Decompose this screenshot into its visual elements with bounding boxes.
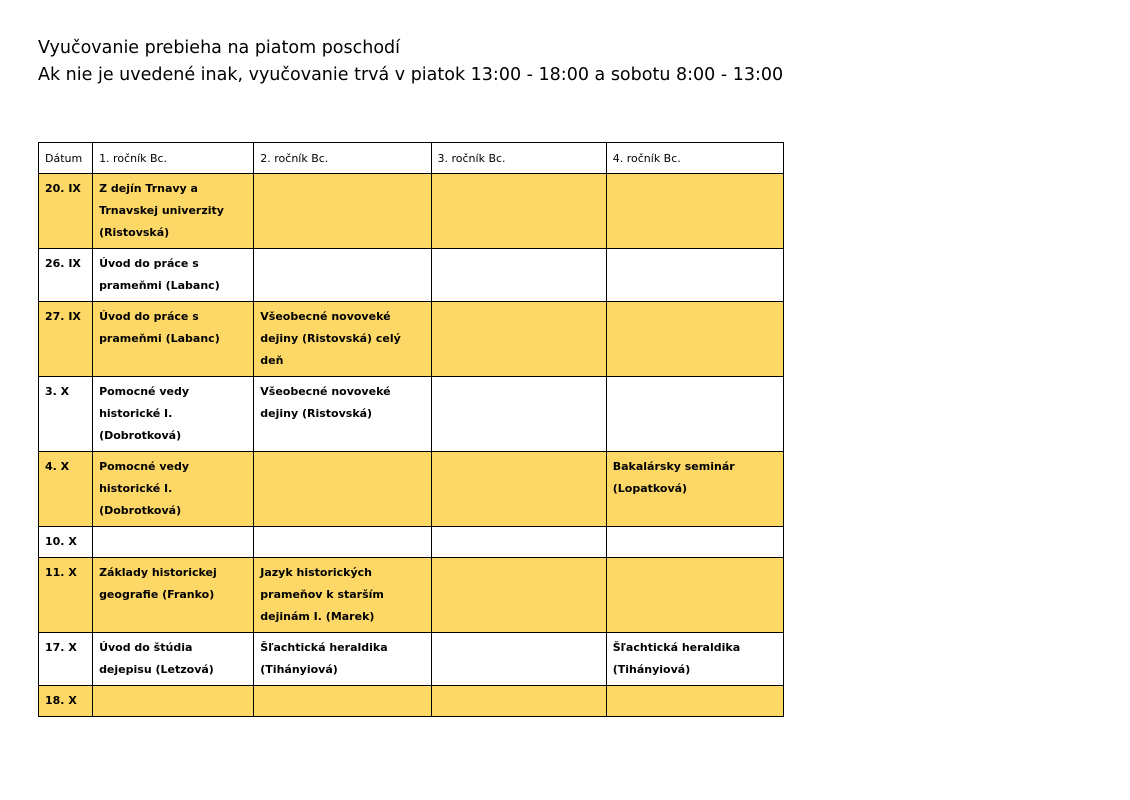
table-row xyxy=(39,249,784,302)
date-cell: 26. IX xyxy=(39,249,93,302)
year3-cell xyxy=(431,633,606,686)
year3-cell xyxy=(431,249,606,302)
year1-cell: Pomocné vedy historické I. (Dobrotková) xyxy=(93,377,254,452)
column-header-year4: 4. ročník Bc. xyxy=(606,143,783,174)
year3-cell xyxy=(431,377,606,452)
column-header-year2: 2. ročník Bc. xyxy=(254,143,431,174)
year3-cell xyxy=(431,452,606,527)
table-row xyxy=(39,633,784,686)
year2-cell xyxy=(254,527,431,558)
table-header-row xyxy=(39,143,784,174)
date-cell: 20. IX xyxy=(39,174,93,249)
year4-cell: Šľachtická heraldika (Tihányiová) xyxy=(606,633,783,686)
year2-cell xyxy=(254,686,431,717)
year1-cell: Úvod do práce s prameňmi (Labanc) xyxy=(93,249,254,302)
date-cell: 27. IX xyxy=(39,302,93,377)
schedule-table xyxy=(38,142,784,717)
year1-cell: Z dejín Trnavy a Trnavskej univerzity (Ristovská) xyxy=(93,174,254,249)
year2-cell xyxy=(254,249,431,302)
date-cell: 10. X xyxy=(39,527,93,558)
column-header-year3: 3. ročník Bc. xyxy=(431,143,606,174)
year4-cell xyxy=(606,302,783,377)
date-cell: 18. X xyxy=(39,686,93,717)
year2-cell xyxy=(254,174,431,249)
year4-cell xyxy=(606,249,783,302)
year4-cell xyxy=(606,174,783,249)
year4-cell xyxy=(606,527,783,558)
year3-cell xyxy=(431,558,606,633)
year3-cell xyxy=(431,302,606,377)
year2-cell: Šľachtická heraldika (Tihányiová) xyxy=(254,633,431,686)
year4-cell xyxy=(606,377,783,452)
table-row xyxy=(39,174,784,249)
date-cell: 3. X xyxy=(39,377,93,452)
table-row xyxy=(39,686,784,717)
year1-cell xyxy=(93,527,254,558)
column-header-date: Dátum xyxy=(39,143,93,174)
date-cell: 17. X xyxy=(39,633,93,686)
year1-cell: Úvod do štúdia dejepisu (Letzová) xyxy=(93,633,254,686)
schedule-body xyxy=(39,174,784,717)
year3-cell xyxy=(431,174,606,249)
date-cell: 11. X xyxy=(39,558,93,633)
year2-cell: Všeobecné novoveké dejiny (Ristovská) celý deň xyxy=(254,302,431,377)
table-row xyxy=(39,558,784,633)
year1-cell: Úvod do práce s prameňmi (Labanc) xyxy=(93,302,254,377)
year3-cell xyxy=(431,527,606,558)
year3-cell xyxy=(431,686,606,717)
year4-cell xyxy=(606,558,783,633)
year2-cell xyxy=(254,452,431,527)
year2-cell: Všeobecné novoveké dejiny (Ristovská) xyxy=(254,377,431,452)
column-header-year1: 1. ročník Bc. xyxy=(93,143,254,174)
page-heading-floor: Vyučovanie prebieha na piatom poschodí xyxy=(38,38,401,58)
table-row xyxy=(39,452,784,527)
table-row xyxy=(39,377,784,452)
page-heading-hours: Ak nie je uvedené inak, vyučovanie trvá v piatok 13:00 - 18:00 a sobotu 8:00 - 13:00 xyxy=(38,65,784,85)
table-row xyxy=(39,302,784,377)
year1-cell: Základy historickej geografie (Franko) xyxy=(93,558,254,633)
year1-cell xyxy=(93,686,254,717)
table-row xyxy=(39,527,784,558)
year4-cell xyxy=(606,686,783,717)
date-cell: 4. X xyxy=(39,452,93,527)
year4-cell: Bakalársky seminár (Lopatková) xyxy=(606,452,783,527)
year1-cell: Pomocné vedy historické I. (Dobrotková) xyxy=(93,452,254,527)
year2-cell: Jazyk historických prameňov k starším dejinám I. (Marek) xyxy=(254,558,431,633)
